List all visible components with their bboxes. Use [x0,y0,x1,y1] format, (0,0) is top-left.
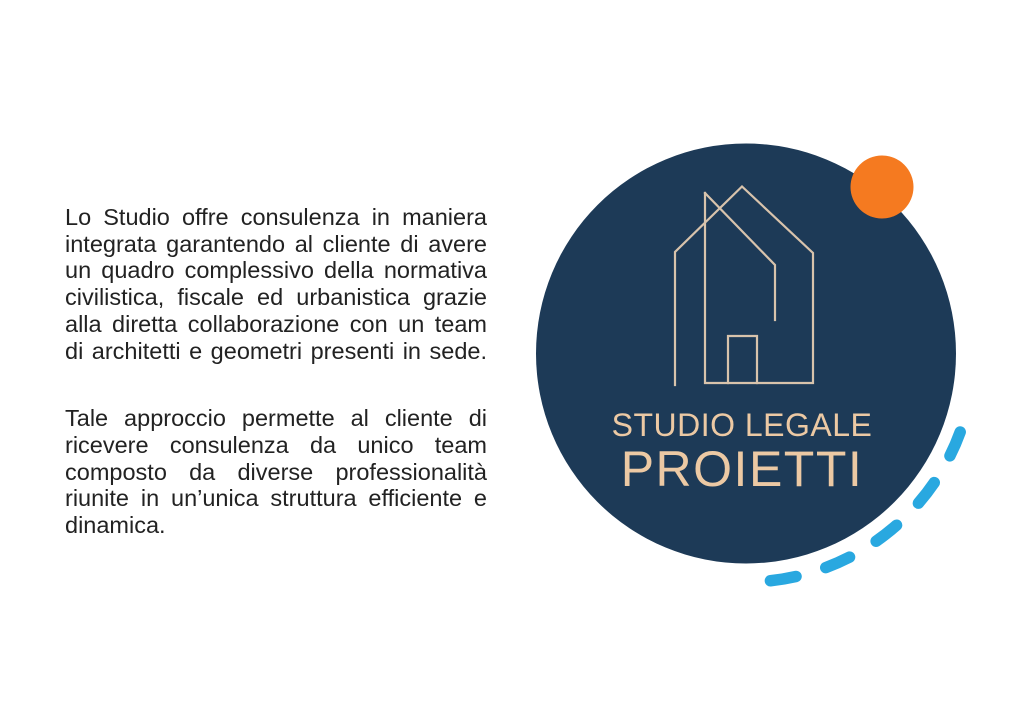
paragraph-line: composto da diverse professionalità [65,458,487,485]
paragraph-line: integrata garantendo al cliente di avere [65,230,487,257]
paragraph-line: civilistica, fiscale ed urbanistica grazie [65,284,487,311]
paragraph-line: riunite in un’unica struttura efficiente e [65,485,487,512]
paragraph-line: alla diretta collaborazione con un team [65,310,487,337]
wordmark-studio-legale: STUDIO LEGALE [611,407,873,443]
paragraph-line: un quadro complessivo della normativa [65,257,487,284]
paragraph-line: Tale approccio permette al cliente di [65,405,487,432]
paragraph-line: ricevere consulenza da unico team [65,431,487,458]
paragraph-line: di architetti e geometri presenti in sede. [65,337,487,364]
paragraph-line: Lo Studio offre consulenza in maniera [65,204,487,230]
paragraph-line: dinamica. [65,512,166,539]
orange-dot-accent [851,156,914,219]
wordmark-proietti: PROIETTI [620,441,864,497]
